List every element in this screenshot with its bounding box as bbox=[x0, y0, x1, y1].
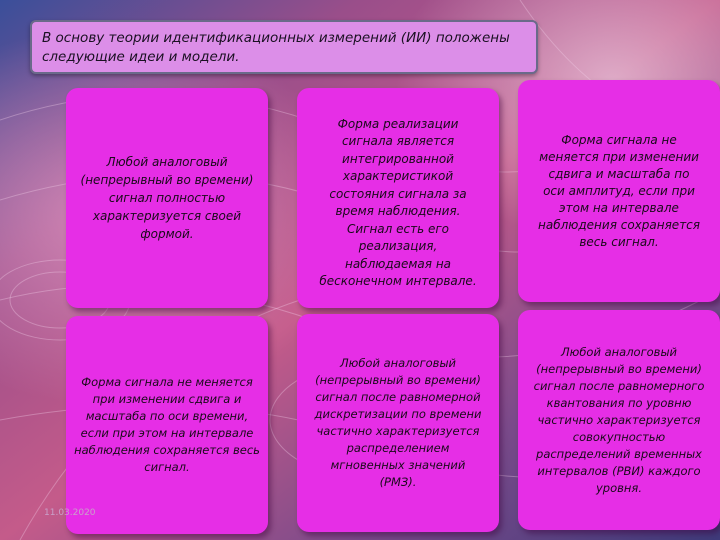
card-6-text: Любой аналоговый (непрерывный во времени) сигнал после равномерного квантования по уровню частично характеризуется совокупностью распределений временных интервалов (РВИ) каждого уровня. bbox=[533, 344, 705, 495]
card-1 bbox=[66, 88, 268, 308]
card-4 bbox=[66, 316, 268, 534]
card-4-text: Форма сигнала не меняется при изменении сдвига и масштаба по оси времени, если при этом на интервале наблюдения сохраняется весь сигнал. bbox=[74, 375, 260, 474]
footer-date: 11.03.2020 bbox=[44, 508, 96, 518]
card-2-text: Форма реализации сигнала является интегрированной характеристикой состояния сигнала за время наблюдения. Сигнал есть его реализация, наблюдаемая на бесконечном интервале. bbox=[319, 116, 477, 288]
card-5 bbox=[297, 314, 499, 532]
card-2 bbox=[297, 88, 499, 308]
card-1-text: Любой аналоговый (непрерывный во времени) сигнал полностью характеризуется своей формой. bbox=[80, 155, 254, 241]
card-5-text: Любой аналоговый (непрерывный во времени) сигнал после равномерной дискретизации по времени частично характеризуется распределением мгновенных значений (РМЗ). bbox=[314, 356, 482, 489]
title-text: В основу теории идентификационных измерений (ИИ) положены следующие идеи и модели. bbox=[42, 30, 510, 65]
card-3 bbox=[518, 80, 720, 302]
card-6 bbox=[518, 310, 720, 530]
slide-title bbox=[30, 20, 538, 74]
card-3-text: Форма сигнала не меняется при изменении сдвига и масштаба по оси амплитуд, если при этом на интервале наблюдения сохраняется весь сигнал. bbox=[538, 132, 700, 249]
